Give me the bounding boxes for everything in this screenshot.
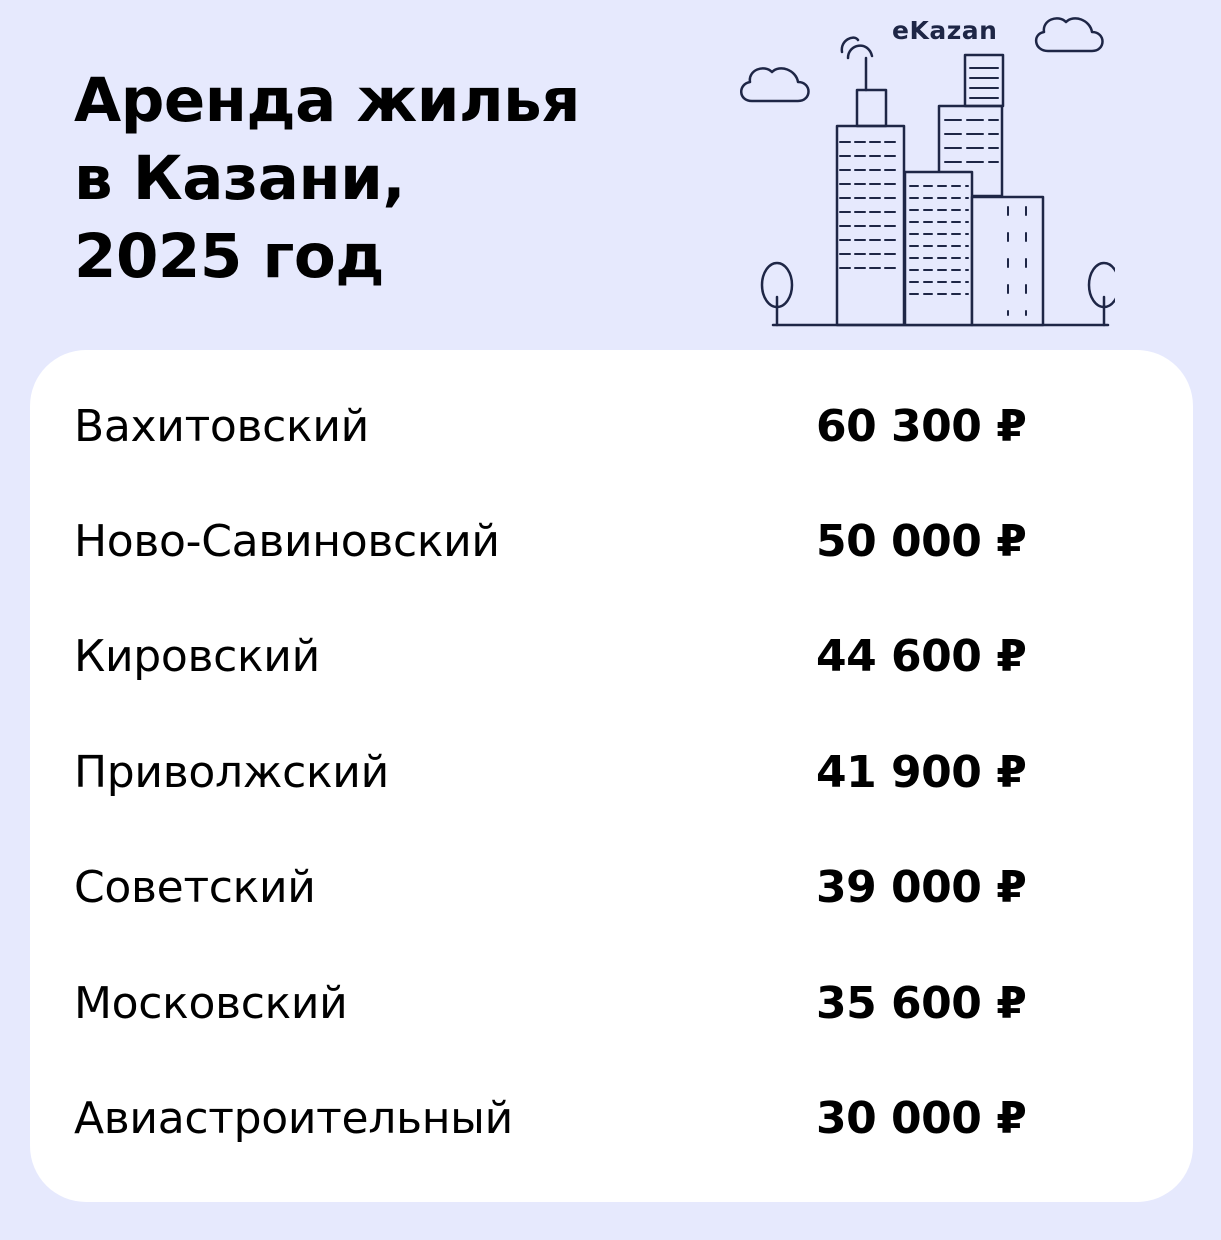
district-price: 60 300 ₽ — [816, 401, 1027, 452]
district-price: 41 900 ₽ — [816, 747, 1027, 798]
antenna-icon — [842, 38, 886, 126]
table-row — [30, 1079, 1193, 1159]
table-row — [30, 387, 1193, 467]
district-name: Кировский — [74, 631, 320, 682]
district-price: 35 600 ₽ — [816, 978, 1027, 1029]
district-name: Ново-Савиновский — [74, 516, 500, 567]
cloud-icon — [741, 68, 808, 101]
district-price: 39 000 ₽ — [816, 862, 1027, 913]
city-skyline-icon — [735, 8, 1115, 333]
district-price: 30 000 ₽ — [816, 1093, 1027, 1144]
district-price: 44 600 ₽ — [816, 631, 1027, 682]
title-line-3: 2025 год — [74, 221, 385, 292]
district-name: Советский — [74, 862, 316, 913]
table-row — [30, 502, 1193, 582]
table-row — [30, 733, 1193, 813]
cloud-icon — [1036, 18, 1102, 51]
district-name: Вахитовский — [74, 401, 369, 452]
rent-card — [30, 350, 1193, 1202]
district-name: Авиастроительный — [74, 1093, 513, 1144]
page-title — [74, 62, 580, 296]
table-row — [30, 964, 1193, 1044]
title-line-2: в Казани, — [74, 143, 406, 214]
table-row — [30, 848, 1193, 928]
title-line-1: Аренда жилья — [74, 65, 580, 136]
tree-icon — [1089, 263, 1115, 325]
district-name: Московский — [74, 978, 348, 1029]
table-row — [30, 617, 1193, 697]
brand-logo: eKazan — [892, 16, 998, 45]
district-name: Приволжский — [74, 747, 389, 798]
tree-icon — [762, 263, 792, 325]
district-price: 50 000 ₽ — [816, 516, 1027, 567]
